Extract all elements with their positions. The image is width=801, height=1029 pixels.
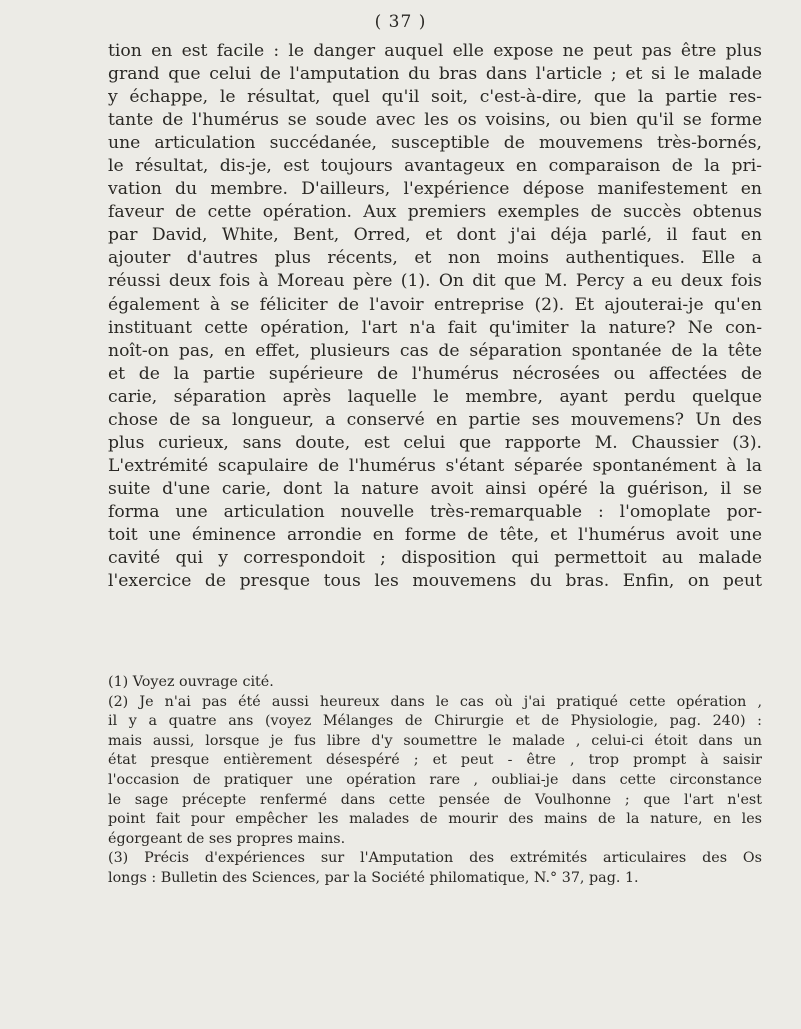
text-line: chose de sa longueur, a conservé en partie ses mouvemens? Un des bbox=[108, 409, 762, 430]
main-text bbox=[108, 40, 762, 593]
footnote-2-line: point fait pour empêcher les malades de mourir des mains de la nature, en les bbox=[108, 811, 762, 828]
footnote-2-line: mais aussi, lorsque je fus libre d'y soumettre le malade , celui-ci étoit dans un bbox=[108, 732, 762, 749]
text-line: cavité qui y correspondoit ; disposition qui permettoit au malade bbox=[108, 548, 762, 569]
text-line: tion en est facile : le danger auquel elle expose ne peut pas être plus bbox=[108, 41, 762, 61]
text-line: l'exercice de presque tous les mouvemens du bras. Enfin, on peut bbox=[108, 571, 762, 592]
text-line: L'extrémité scapulaire de l'humérus s'étant séparée spontanément à la bbox=[108, 455, 762, 476]
footnote-3-line: longs : Bulletin des Sciences, par la Société philomatique, N.° 37, pag. 1. bbox=[108, 869, 639, 886]
footnote-2-line: état presque entièrement désespéré ; et peut - être , trop prompt à saisir bbox=[108, 752, 762, 769]
text-line: toit une éminence arrondie en forme de tête, et l'humérus avoit une bbox=[108, 524, 762, 545]
text-line: le résultat, dis-je, est toujours avantageux en comparaison de la pri- bbox=[108, 156, 762, 177]
footnote-2-line: égorgeant de ses propres mains. bbox=[108, 830, 346, 847]
page-number: ( 37 ) bbox=[374, 12, 427, 32]
text-line: carie, séparation après laquelle le membre, ayant perdu quelque bbox=[108, 386, 762, 407]
text-line: forma une articulation nouvelle très-remarquable : l'omoplate por- bbox=[108, 501, 762, 522]
text-line: et de la partie supérieure de l'humérus nécrosées ou affectées de bbox=[108, 363, 762, 384]
text-line: réussi deux fois à Moreau père (1). On dit que M. Percy a eu deux fois bbox=[108, 271, 762, 292]
footnote-1: (1) Voyez ouvrage cité. bbox=[108, 674, 274, 690]
text-line: ajouter d'autres plus récents, et non moins authentiques. Elle a bbox=[108, 248, 762, 269]
text-line: noît-on pas, en effet, plusieurs cas de séparation spontanée de la tête bbox=[108, 340, 762, 361]
footnote-3-line: (3) Précis d'expériences sur l'Amputation des extrémités articulaires des Os bbox=[108, 850, 762, 867]
footnotes bbox=[108, 673, 762, 889]
text-line: vation du membre. D'ailleurs, l'expérience dépose manifestement en bbox=[108, 179, 762, 200]
text-line: par David, White, Bent, Orred, et dont j'ai déja parlé, il faut en bbox=[108, 225, 762, 246]
text-line: également à se féliciter de l'avoir entreprise (2). Et ajouterai-je qu'en bbox=[108, 294, 762, 315]
text-line: suite d'une carie, dont la nature avoit ainsi opéré la guérison, il se bbox=[108, 478, 762, 499]
footnote-2-line: il y a quatre ans (voyez Mélanges de Chirurgie et de Physiologie, pag. 240) : bbox=[108, 713, 762, 730]
text-line: plus curieux, sans doute, est celui que rapporte M. Chaussier (3). bbox=[108, 432, 762, 453]
footnote-2-line: (2) Je n'ai pas été aussi heureux dans le cas où j'ai pratiqué cette opération , bbox=[108, 693, 762, 710]
text-line: une articulation succédanée, susceptible de mouvemens très-bornés, bbox=[108, 133, 762, 154]
footnote-2-line: l'occasion de pratiquer une opération rare , oubliai-je dans cette circonstance bbox=[108, 771, 762, 788]
text-line: grand que celui de l'amputation du bras dans l'article ; et si le malade bbox=[108, 64, 762, 85]
footnote-2-line: le sage précepte renfermé dans cette pensée de Voulhonne ; que l'art n'est bbox=[108, 791, 762, 808]
text-line: y échappe, le résultat, quel qu'il soit, c'est-à-dire, que la partie res- bbox=[108, 87, 762, 108]
text-line: tante de l'humérus se soude avec les os voisins, ou bien qu'il se forme bbox=[108, 110, 762, 131]
text-line: instituant cette opération, l'art n'a fait qu'imiter la nature? Ne con- bbox=[108, 317, 762, 338]
text-line: faveur de cette opération. Aux premiers exemples de succès obtenus bbox=[108, 202, 762, 223]
